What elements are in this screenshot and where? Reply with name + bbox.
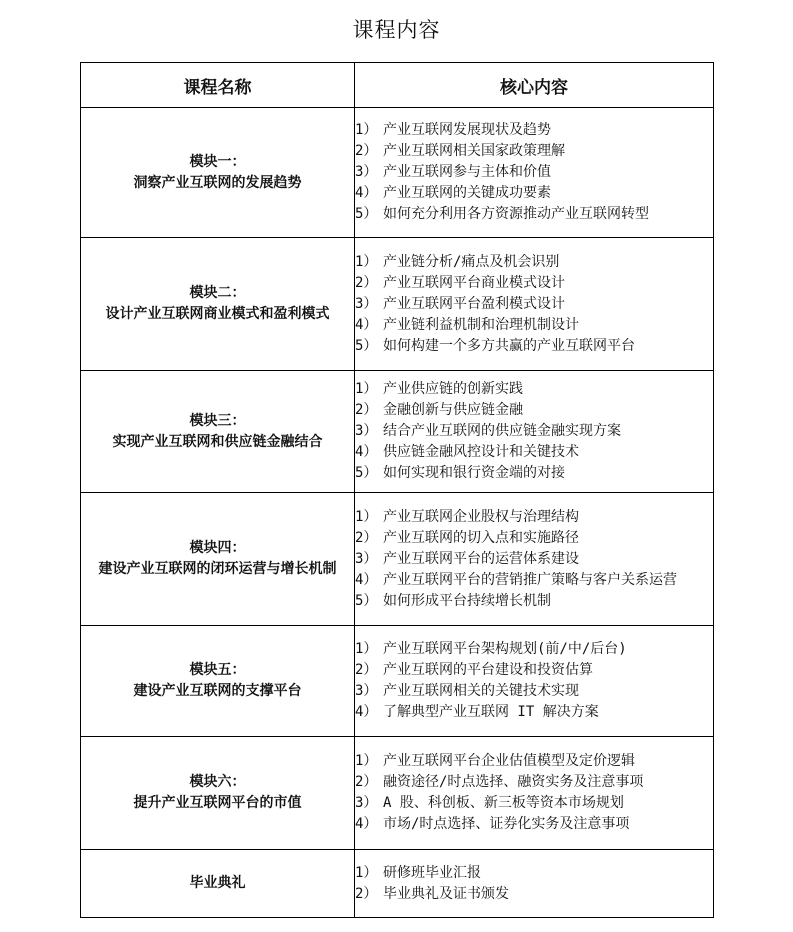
item-number: 5） bbox=[355, 206, 378, 222]
item-number: 2） bbox=[355, 885, 378, 902]
module-title: 建设产业互联网的支撑平台 bbox=[133, 683, 302, 699]
module-content-cell bbox=[355, 493, 714, 626]
module-title: 建设产业互联网的闭环运营与增长机制 bbox=[98, 561, 337, 577]
item-text: 产业互联网的平台建设和投资估算 bbox=[383, 662, 593, 678]
module-label: 模块二： bbox=[189, 285, 246, 301]
item-text: 产业互联网相关国家政策理解 bbox=[383, 143, 565, 159]
item-text: 产业互联网平台商业模式设计 bbox=[383, 274, 565, 291]
module-name-cell bbox=[81, 108, 355, 238]
item-number: 1） bbox=[355, 253, 378, 270]
item-number: 5） bbox=[355, 337, 378, 354]
content-item bbox=[355, 528, 713, 549]
header-row bbox=[81, 63, 714, 108]
item-number: 2） bbox=[355, 529, 378, 546]
item-text: 毕业典礼及证书颁发 bbox=[383, 885, 509, 902]
course-table bbox=[80, 62, 714, 918]
item-text: 产业互联网平台企业估值模型及定价逻辑 bbox=[383, 753, 635, 769]
item-text: A 股、科创板、新三板等资本市场规划 bbox=[383, 795, 624, 811]
content-item bbox=[355, 702, 713, 723]
item-text: 产业互联网参与主体和价值 bbox=[383, 164, 551, 180]
module-title: 毕业典礼 bbox=[189, 875, 246, 891]
content-item bbox=[355, 162, 713, 183]
item-text: 产业互联网平台的运营体系建设 bbox=[383, 550, 579, 567]
table-row bbox=[81, 493, 714, 626]
item-number: 3） bbox=[355, 164, 378, 180]
item-number: 3） bbox=[355, 795, 378, 811]
item-number: 4） bbox=[355, 816, 378, 832]
item-text: 如何构建一个多方共赢的产业互联网平台 bbox=[383, 337, 635, 354]
content-item bbox=[355, 421, 713, 442]
table-row bbox=[81, 238, 714, 371]
module-name-cell bbox=[81, 371, 355, 493]
item-number: 2） bbox=[355, 143, 378, 159]
item-number: 4） bbox=[355, 444, 378, 460]
content-item bbox=[355, 379, 713, 400]
module-name-cell bbox=[81, 737, 355, 850]
item-number: 2） bbox=[355, 774, 378, 790]
module-label: 模块四： bbox=[189, 540, 246, 556]
item-text: 研修班毕业汇报 bbox=[383, 864, 481, 881]
item-number: 4） bbox=[355, 571, 378, 588]
item-text: 了解典型产业互联网 IT 解决方案 bbox=[383, 704, 599, 720]
content-item bbox=[355, 252, 713, 273]
item-number: 4） bbox=[355, 316, 378, 333]
item-text: 产业链利益机制和治理机制设计 bbox=[383, 316, 579, 333]
content-item bbox=[355, 660, 713, 681]
table-row bbox=[81, 108, 714, 238]
item-text: 市场/时点选择、证券化实务及注意事项 bbox=[383, 816, 630, 832]
content-item bbox=[355, 141, 713, 162]
module-label: 模块六： bbox=[189, 774, 246, 790]
content-item bbox=[355, 204, 713, 225]
module-content-cell bbox=[355, 108, 714, 238]
table-row bbox=[81, 850, 714, 918]
item-number: 1） bbox=[355, 122, 378, 138]
item-number: 1） bbox=[355, 864, 378, 881]
item-number: 1） bbox=[355, 508, 378, 525]
module-label: 模块三： bbox=[189, 412, 246, 429]
module-name-cell bbox=[81, 238, 355, 371]
content-item bbox=[355, 315, 713, 336]
item-number: 1） bbox=[355, 753, 378, 769]
page-title: 课程内容 bbox=[352, 18, 441, 42]
item-text: 如何形成平台持续增长机制 bbox=[383, 592, 551, 609]
item-text: 产业互联网平台架构规划(前/中/后台) bbox=[383, 641, 627, 657]
module-content-cell bbox=[355, 737, 714, 850]
item-number: 3） bbox=[355, 423, 378, 439]
content-item bbox=[355, 884, 713, 905]
item-number: 5） bbox=[355, 465, 378, 481]
content-item bbox=[355, 442, 713, 463]
content-item bbox=[355, 507, 713, 528]
item-text: 融资途径/时点选择、融资实务及注意事项 bbox=[383, 774, 644, 790]
content-item bbox=[355, 549, 713, 570]
module-label: 模块一： bbox=[189, 153, 246, 170]
item-text: 结合产业互联网的供应链金融实现方案 bbox=[383, 423, 621, 439]
item-number: 1） bbox=[355, 641, 378, 657]
header-core-content: 核心内容 bbox=[355, 63, 714, 108]
content-item bbox=[355, 570, 713, 591]
item-text: 产业互联网的切入点和实施路径 bbox=[383, 529, 579, 546]
table-row bbox=[81, 626, 714, 737]
item-text: 产业供应链的创新实践 bbox=[383, 381, 523, 397]
content-item bbox=[355, 591, 713, 612]
module-content-cell bbox=[355, 238, 714, 371]
item-text: 产业互联网相关的关键技术实现 bbox=[383, 683, 579, 699]
content-item bbox=[355, 639, 713, 660]
content-item bbox=[355, 814, 713, 835]
content-item bbox=[355, 273, 713, 294]
item-number: 3） bbox=[355, 295, 378, 312]
module-title: 设计产业互联网商业模式和盈利模式 bbox=[105, 306, 330, 322]
item-number: 4） bbox=[355, 704, 378, 720]
content-item bbox=[355, 751, 713, 772]
content-item bbox=[355, 183, 713, 204]
module-content-cell bbox=[355, 850, 714, 918]
item-text: 产业互联网的关键成功要素 bbox=[383, 185, 551, 201]
item-number: 4） bbox=[355, 185, 378, 201]
content-item bbox=[355, 863, 713, 884]
content-item bbox=[355, 772, 713, 793]
content-item bbox=[355, 294, 713, 315]
item-number: 5） bbox=[355, 592, 378, 609]
item-text: 产业互联网平台盈利模式设计 bbox=[383, 295, 565, 312]
item-text: 供应链金融风控设计和关键技术 bbox=[383, 444, 579, 460]
item-text: 如何实现和银行资金端的对接 bbox=[383, 465, 565, 481]
item-text: 如何充分利用各方资源推动产业互联网转型 bbox=[383, 206, 649, 222]
item-text: 金融创新与供应链金融 bbox=[383, 402, 523, 418]
module-name-cell bbox=[81, 850, 355, 918]
content-item bbox=[355, 120, 713, 141]
item-number: 2） bbox=[355, 402, 378, 418]
item-number: 2） bbox=[355, 274, 378, 291]
module-name-cell bbox=[81, 626, 355, 737]
item-number: 3） bbox=[355, 550, 378, 567]
module-title: 提升产业互联网平台的市值 bbox=[133, 795, 302, 811]
content-item bbox=[355, 463, 713, 484]
module-content-cell bbox=[355, 626, 714, 737]
item-number: 2） bbox=[355, 662, 378, 678]
module-title: 实现产业互联网和供应链金融结合 bbox=[112, 433, 323, 450]
content-item bbox=[355, 793, 713, 814]
content-item bbox=[355, 336, 713, 357]
module-name-cell bbox=[81, 493, 355, 626]
item-number: 1） bbox=[355, 381, 378, 397]
item-text: 产业互联网发展现状及趋势 bbox=[383, 122, 551, 138]
table-row bbox=[81, 737, 714, 850]
item-text: 产业互联网平台的营销推广策略与客户关系运营 bbox=[383, 571, 677, 588]
module-content-cell bbox=[355, 371, 714, 493]
table-row bbox=[81, 371, 714, 493]
item-text: 产业链分析/痛点及机会识别 bbox=[383, 253, 560, 270]
item-number: 3） bbox=[355, 683, 378, 699]
module-title: 洞察产业互联网的发展趋势 bbox=[133, 174, 302, 191]
content-item bbox=[355, 400, 713, 421]
header-course-name: 课程名称 bbox=[81, 63, 355, 108]
module-label: 模块五： bbox=[189, 662, 246, 678]
item-text: 产业互联网企业股权与治理结构 bbox=[383, 508, 579, 525]
content-item bbox=[355, 681, 713, 702]
